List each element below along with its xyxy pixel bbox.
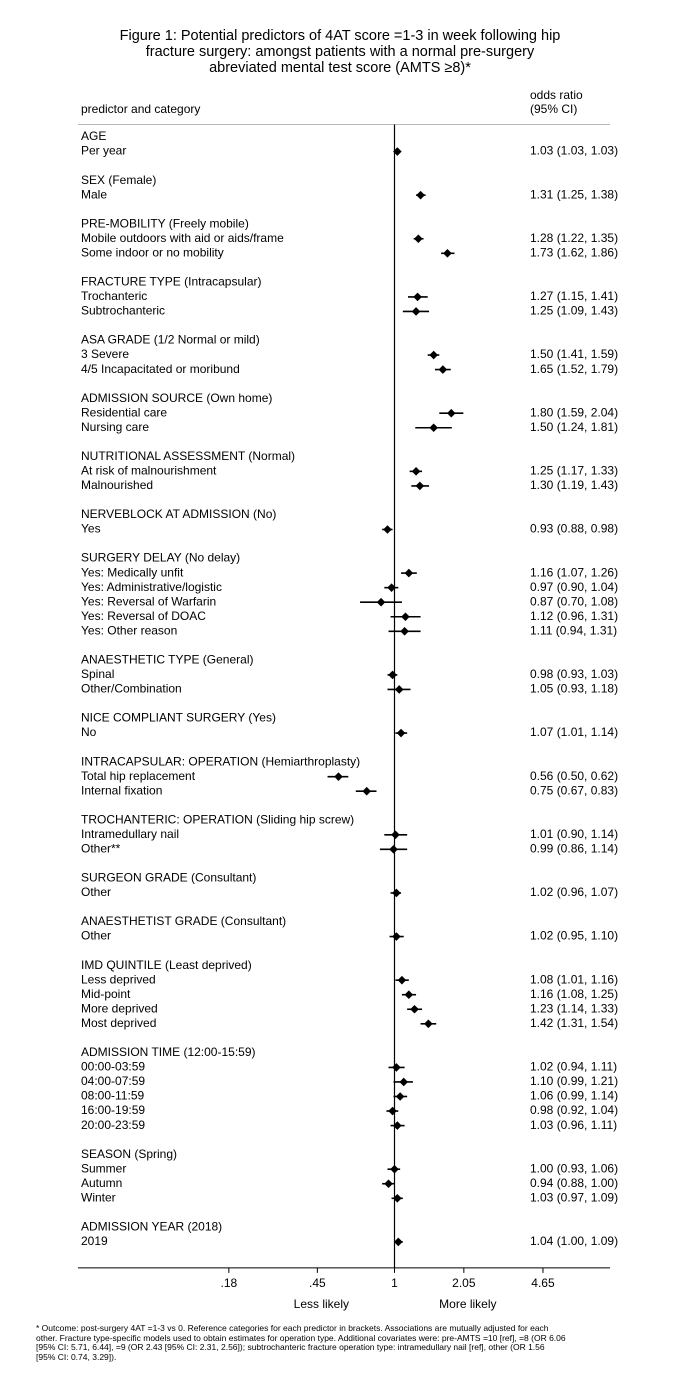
odds-ratio-text: 1.10 (0.99, 1.21) (530, 1074, 619, 1089)
group-header: IMD QUINTILE (Least deprived) (81, 957, 252, 972)
odds-ratio-text: 1.28 (1.22, 1.35) (530, 230, 619, 245)
group-header: PRE-MOBILITY (Freely mobile) (81, 216, 249, 231)
point-estimate-diamond (400, 627, 409, 636)
odds-ratio-text: 0.56 (0.50, 0.62) (530, 768, 619, 783)
predictor-column-header: predictor and category (81, 102, 201, 116)
row-label: Yes: Administrative/logistic (81, 579, 222, 594)
odds-ratio-text: 1.03 (0.97, 1.09) (530, 1190, 619, 1205)
odds-ratio-text: 1.12 (0.96, 1.31) (530, 608, 619, 623)
group-header: NICE COMPLIANT SURGERY (Yes) (81, 710, 276, 725)
point-estimate-diamond (405, 569, 414, 578)
row-label: Other (81, 928, 112, 943)
group-header: SURGERY DELAY (No delay) (81, 550, 241, 565)
footnote-line-4: [95% CI: 0.74, 3.29]). (36, 1351, 117, 1362)
odds-ratio-text: 1.11 (0.94, 1.31) (530, 623, 618, 638)
row-label: Some indoor or no mobility (81, 245, 224, 260)
group-header: SURGEON GRADE (Consultant) (81, 870, 257, 885)
point-estimate-diamond (392, 1063, 401, 1072)
odds-ratio-text: 1.01 (0.90, 1.14) (530, 826, 619, 841)
group-header: TROCHANTERIC: OPERATION (Sliding hip screw) (81, 812, 355, 827)
point-estimate-diamond (397, 729, 406, 738)
odds-ratio-text: 1.16 (1.08, 1.25) (530, 986, 619, 1001)
row-label: 20:00-23:59 (81, 1117, 146, 1132)
odds-ratio-text: 0.94 (0.88, 1.00) (530, 1175, 619, 1190)
row-label: No (81, 725, 97, 740)
title-line-1: Figure 1: Potential predictors of 4AT score =1-3 in week following hip (119, 28, 561, 44)
title-line-3: abreviated mental test score (AMTS ≥8)* (209, 60, 471, 76)
row-label: Other (81, 885, 112, 900)
odds-ratio-text: 1.04 (1.00, 1.09) (530, 1234, 619, 1249)
point-estimate-diamond (395, 685, 404, 694)
point-estimate-diamond (439, 365, 448, 374)
row-label: Mobile outdoors with aid or aids/frame (81, 230, 284, 245)
row-label: Other/Combination (81, 681, 182, 696)
row-label: Total hip replacement (81, 768, 196, 783)
x-tick-label: 4.65 (531, 1275, 555, 1290)
odds-ratio-text: 0.99 (0.86, 1.14) (530, 841, 619, 856)
point-estimate-diamond (412, 307, 421, 316)
point-estimate-diamond (394, 1238, 403, 1247)
row-label: 08:00-11:59 (81, 1088, 145, 1103)
point-estimate-diamond (416, 482, 425, 491)
group-header: ADMISSION YEAR (2018) (81, 1219, 223, 1234)
point-estimate-diamond (389, 845, 398, 854)
point-estimate-diamond (362, 787, 371, 796)
row-label: Trochanteric (81, 289, 148, 304)
ci-header: (95% CI) (530, 102, 578, 116)
x-tick-label: .45 (309, 1275, 326, 1290)
odds-ratio-text: 0.93 (0.88, 0.98) (530, 521, 619, 536)
footnote (36, 1324, 646, 1362)
row-label: Yes (81, 521, 101, 536)
group-header: SEX (Female) (81, 172, 157, 187)
row-label: Yes: Reversal of DOAC (81, 608, 206, 623)
point-estimate-diamond (416, 191, 425, 200)
odds-ratio-text: 1.16 (1.07, 1.26) (530, 565, 619, 580)
point-estimate-diamond (392, 889, 401, 898)
row-label: Spinal (81, 667, 115, 682)
point-estimate-diamond (405, 990, 414, 999)
row-label: Subtrochanteric (81, 303, 166, 318)
row-label: Other** (81, 841, 121, 856)
odds-ratio-text: 1.50 (1.24, 1.81) (530, 419, 619, 434)
odds-ratio-text: 1.05 (0.93, 1.18) (530, 681, 619, 696)
row-label: 16:00-19:59 (81, 1103, 146, 1118)
x-tick-label: .18 (220, 1275, 238, 1290)
row-label: 4/5 Incapacitated or moribund (81, 361, 240, 376)
odds-ratio-text: 1.03 (0.96, 1.11) (530, 1117, 618, 1132)
row-label: Mid-point (81, 986, 131, 1001)
point-estimate-diamond (398, 976, 407, 985)
group-header: ASA GRADE (1/2 Normal or mild) (81, 332, 260, 347)
odds-ratio-text: 1.03 (1.03, 1.03) (530, 143, 619, 158)
point-estimate-diamond (334, 772, 343, 781)
row-label: At risk of malnourishment (81, 463, 217, 478)
odds-ratio-text: 1.80 (1.59, 2.04) (530, 405, 619, 420)
row-label: Malnourished (81, 478, 154, 493)
point-estimate-diamond (392, 932, 401, 941)
odds-ratio-text: 1.02 (0.95, 1.10) (530, 928, 619, 943)
group-header: ADMISSION TIME (12:00-15:59) (81, 1045, 256, 1060)
point-estimate-diamond (410, 1005, 419, 1014)
row-label: 3 Severe (81, 347, 130, 362)
odds-ratio-text: 1.65 (1.52, 1.79) (530, 361, 619, 376)
odds-ratio-text: 1.42 (1.31, 1.54) (530, 1015, 619, 1030)
odds-ratio-text: 1.08 (1.01, 1.16) (530, 972, 619, 987)
row-label: 04:00-07:59 (81, 1074, 146, 1089)
odds-ratio-text: 1.00 (0.93, 1.06) (530, 1161, 619, 1176)
row-label: Summer (81, 1161, 127, 1176)
row-label: Per year (81, 143, 127, 158)
odds-ratio-text: 0.98 (0.93, 1.03) (530, 667, 619, 682)
row-label: 2019 (81, 1234, 108, 1249)
row-label: Residential care (81, 405, 168, 420)
point-estimate-diamond (384, 1179, 393, 1188)
odds-ratio-text: 0.97 (0.90, 1.04) (530, 579, 619, 594)
point-estimate-diamond (413, 293, 422, 302)
x-tick-label: 1 (391, 1275, 398, 1290)
point-estimate-diamond (377, 598, 386, 607)
odds-ratio-text: 1.07 (1.01, 1.14) (530, 725, 619, 740)
odds-ratio-text: 1.06 (0.99, 1.14) (530, 1088, 619, 1103)
group-header: INTRACAPSULAR: OPERATION (Hemiarthroplasty) (81, 754, 361, 769)
row-label: Yes: Reversal of Warfarin (81, 594, 217, 609)
point-estimate-diamond (414, 234, 423, 243)
point-estimate-diamond (447, 409, 456, 418)
odds-ratio-text: 0.75 (0.67, 0.83) (530, 783, 619, 798)
point-estimate-diamond (388, 1107, 397, 1116)
group-header: ANAESTHETIST GRADE (Consultant) (81, 914, 287, 929)
less-likely-label: Less likely (293, 1296, 350, 1311)
odds-ratio-text: 1.25 (1.17, 1.33) (530, 463, 619, 478)
odds-ratio-text: 1.31 (1.25, 1.38) (530, 187, 619, 202)
row-label: More deprived (81, 1001, 158, 1016)
point-estimate-diamond (412, 467, 421, 476)
point-estimate-diamond (443, 249, 452, 258)
odds-ratio-text: 1.50 (1.41, 1.59) (530, 347, 619, 362)
point-estimate-diamond (424, 1020, 433, 1029)
odds-ratio-text: 1.30 (1.19, 1.43) (530, 478, 619, 493)
point-estimate-diamond (399, 1078, 408, 1087)
group-header: ADMISSION SOURCE (Own home) (81, 390, 273, 405)
row-label: Yes: Medically unfit (81, 565, 184, 580)
row-label: Most deprived (81, 1015, 157, 1030)
odds-ratio-text: 0.87 (0.70, 1.08) (530, 594, 619, 609)
point-estimate-diamond (429, 423, 438, 432)
point-estimate-diamond (383, 525, 392, 534)
footnote-line-1: * Outcome: post-surgery 4AT =1-3 vs 0. Reference categories for each predictor in brackets. Associations are mutually adjusted for each (36, 1323, 549, 1333)
row-label: Male (81, 187, 108, 202)
row-label: 00:00-03:59 (81, 1059, 146, 1074)
row-label: Winter (81, 1190, 116, 1205)
group-header: AGE (81, 129, 107, 144)
row-label: Intramedullary nail (81, 826, 180, 841)
row-label: Nursing care (81, 419, 150, 434)
odds-ratio-text: 1.02 (0.96, 1.07) (530, 885, 619, 900)
point-estimate-diamond (396, 1092, 405, 1101)
odds-ratio-text: 1.73 (1.62, 1.86) (530, 245, 619, 260)
point-estimate-diamond (429, 351, 438, 360)
group-header: SEASON (Spring) (81, 1146, 178, 1161)
x-tick-label: 2.05 (452, 1275, 476, 1290)
point-estimate-diamond (391, 831, 400, 840)
footnote-line-3: [95% CI: 5.71, 6.44], =9 (OR 2.43 [95% CI: 2.31, 2.56]); subtrochanteric fracture operation type: intramedullary nail [ref], other (OR 1.56 (36, 1342, 545, 1353)
footnote-line-2: other. Fracture type-specific models used to obtain estimates for operation type. Additional covariates were: pre-AMTS =10 [ref], =8 (OR 6.06 (36, 1332, 566, 1343)
group-header: NERVEBLOCK AT ADMISSION (No) (81, 507, 277, 522)
group-header: ANAESTHETIC TYPE (General) (81, 652, 254, 667)
odds-ratio-text: 0.98 (0.92, 1.04) (530, 1103, 619, 1118)
odds-ratio-text: 1.23 (1.14, 1.33) (530, 1001, 619, 1016)
row-label: Yes: Other reason (81, 623, 178, 638)
row-label: Internal fixation (81, 783, 163, 798)
odds-ratio-header: odds ratio (530, 88, 583, 102)
odds-ratio-text: 1.25 (1.09, 1.43) (530, 303, 619, 318)
row-label: Less deprived (81, 972, 156, 987)
group-header: FRACTURE TYPE (Intracapsular) (81, 274, 262, 289)
odds-ratio-text: 1.02 (0.94, 1.11) (530, 1059, 618, 1074)
point-estimate-diamond (401, 612, 410, 621)
odds-ratio-text: 1.27 (1.15, 1.41) (530, 289, 619, 304)
point-estimate-diamond (388, 671, 397, 680)
row-label: Autumn (81, 1175, 123, 1190)
group-header: NUTRITIONAL ASSESSMENT (Normal) (81, 448, 296, 463)
title-line-2: fracture surgery: amongst patients with a normal pre-surgery (145, 44, 535, 60)
more-likely-label: More likely (439, 1296, 497, 1311)
